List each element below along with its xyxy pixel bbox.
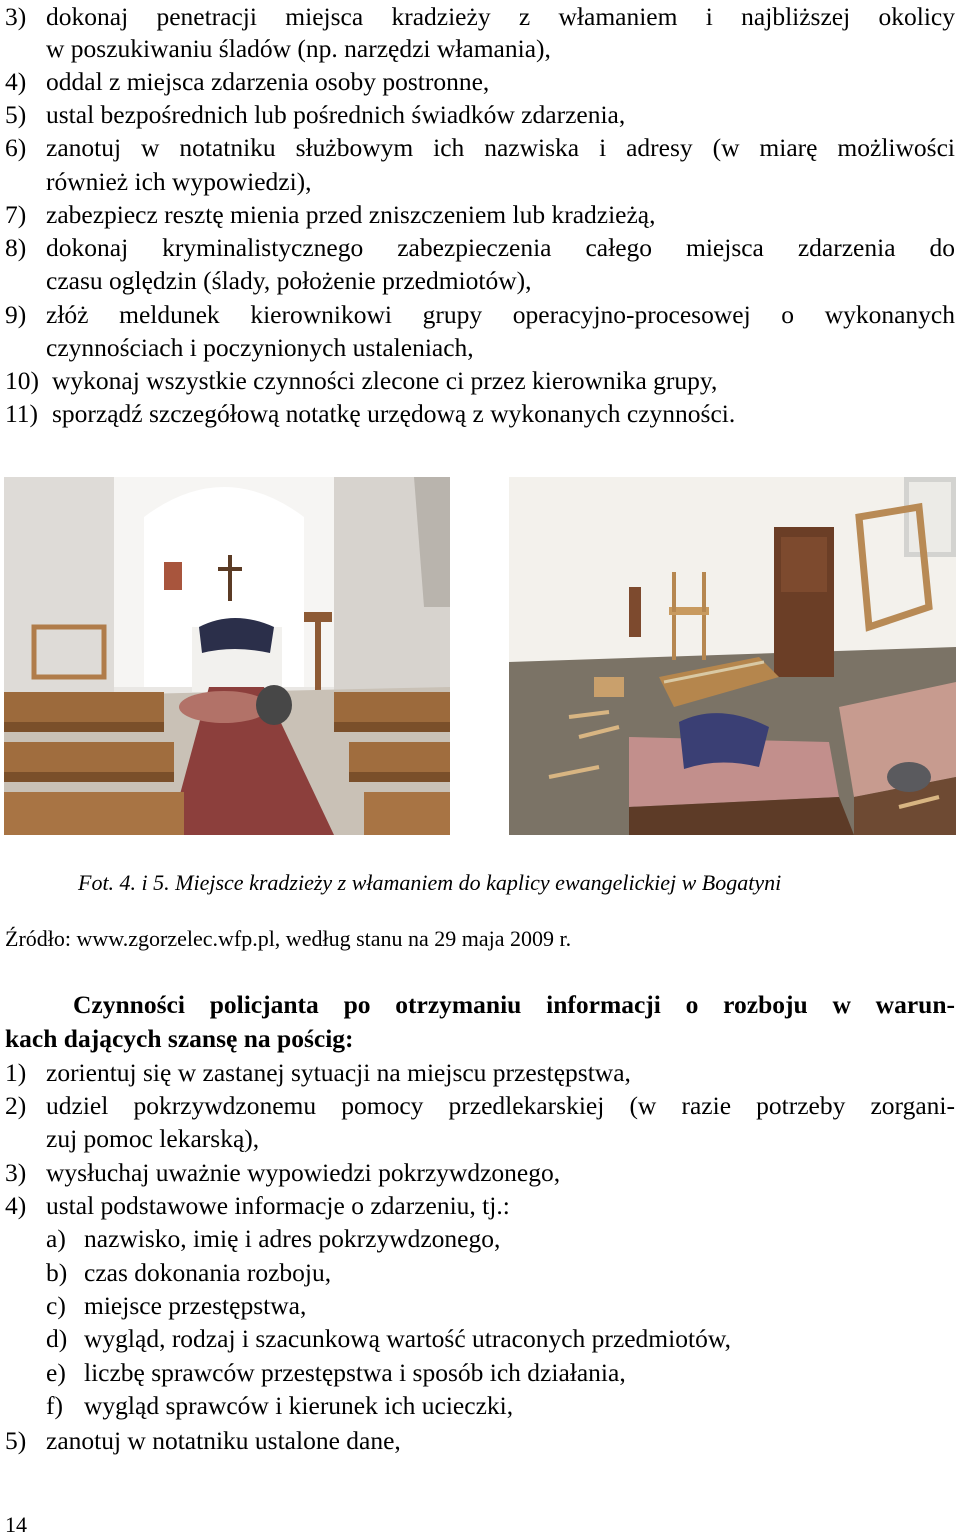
document-page: 3) dokonaj penetracji miejsca kradzieży z włamaniem i najbliższej okolicy w poszukiwaniu śladów (np. narzędzi włamania), 4) oddal z miejsca zdarzenia osoby postronne, 5) ustal bezpośrednich lub pośrednich świadków zdarzenia, 6) zanotuj w notatniku służbowym ich nazwiska i adresy (w miarę możliwości również ich wypowiedzi), 7) zabezpiecz resztę mienia przed zniszczeniem lub kradzieżą, 8) dokonaj kryminalistycznego zabezpieczenia całego miejsca zdarzenia do czasu oględzin (ślady, położenie przedmiotów), 9) złóż meldunek kierownikowi grupy operacyjno-procesowej o wykonanych czynnościach i poczynionych ustaleniach, 10) wykonaj wszystkie czynności zlecone ci przez kierownika grupy, 11) sporządź szczegółową notatkę urzędową z wykonanych czynności. Fot. 4. i 5. Miejsce kradzieży z włamaniem do kaplicy ewangelickiej w Bogatyni Źródło: www.zgorzelec.wfp.pl, według stanu na 29 maja 2009 r. Czynności policjanta po otrzymaniu informacji o rozboju w warun- kach dających szansę na pościg: 1) zorientuj się w zastanej sytuacji na miejscu przestępstwa, 2) udziel pokrzywdzonemu pomocy przedlekarskiej (w razie potrzeby zorgani- zuj pomoc lekarską), 3) wysłuchaj uważnie wypowiedzi pokrzywdzonego, 4) ustal podstawowe informacje o zdarzeniu, tj.: a) nazwisko, imię i adres pokrzywdzonego, b) czas dokonania rozboju, c) miejsce przestępstwa, d) wygląd, rodzaj i szacunkową wartość utraconych przedmiotów, e) liczbę sprawców przestępstwa i sposób ich działania, f) wygląd sprawców i kierunek ich ucieczki, 5) zanotuj w notatniku ustalone dane, 14 [5, 2, 955, 1537]
photo-chapel-interior [4, 477, 450, 835]
section-heading-line-2: kach dających szansę na pościg: [5, 1024, 354, 1053]
section-heading-line-1: Czynności policjanta po otrzymaniu informacji o rozboju w warun- [73, 990, 955, 1019]
page-number: 14 [5, 1512, 27, 1537]
photo-source: Źródło: www.zgorzelec.wfp.pl, według stanu na 29 maja 2009 r. [5, 926, 572, 951]
photo-chapel-interior-image [4, 477, 450, 835]
photo-caption: Fot. 4. i 5. Miejsce kradzieży z włamaniem do kaplicy ewangelickiej w Bogatyni [78, 870, 782, 895]
photo-destroyed-furniture [509, 477, 956, 835]
photo-destroyed-furniture-image [509, 477, 956, 835]
